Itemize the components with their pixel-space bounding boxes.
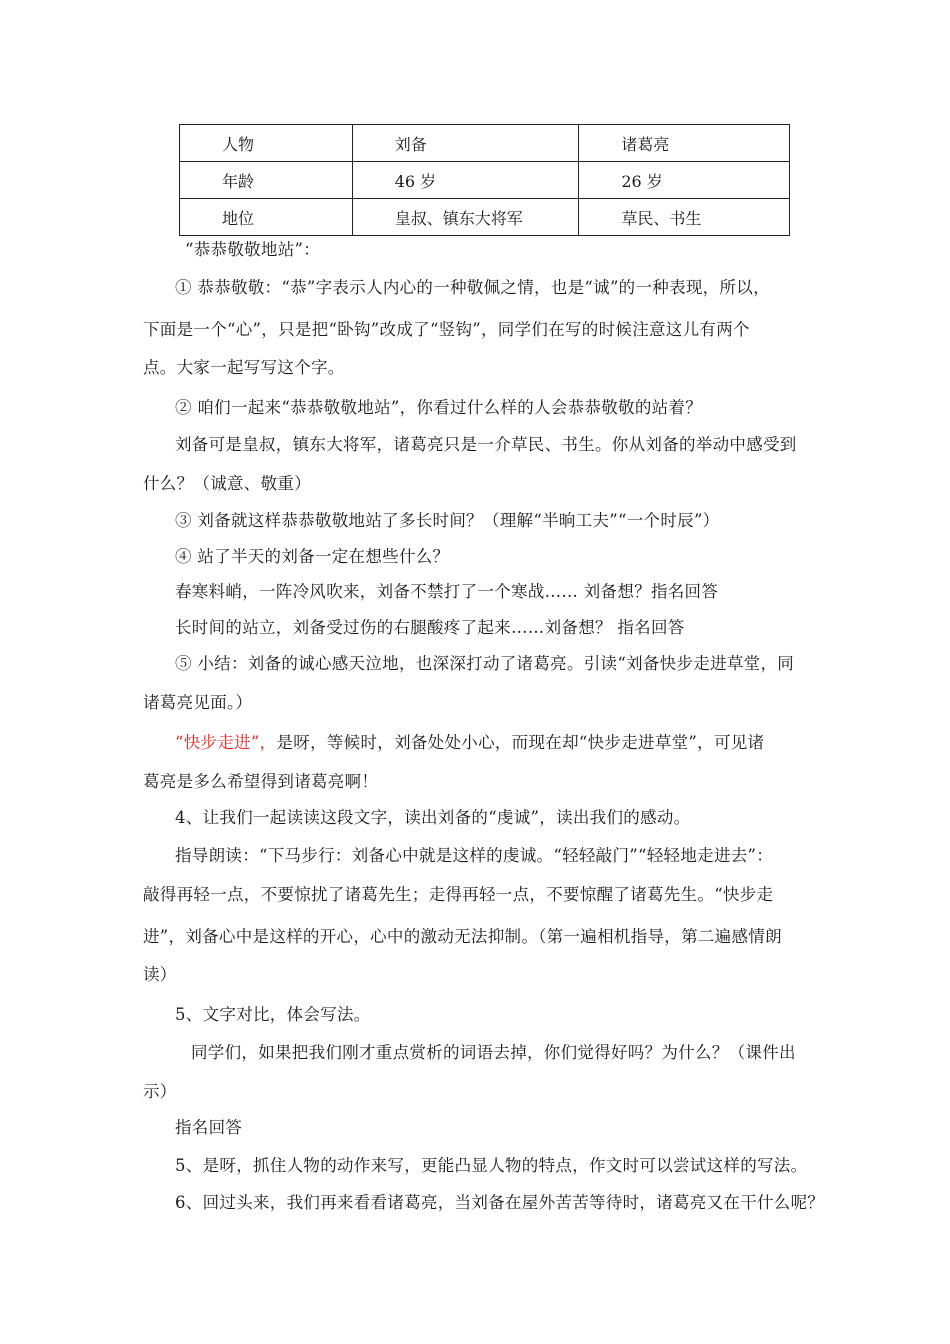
text-line: 5、是呀，抓住人物的动作来写，更能凸显人物的特点，作文时可以尝试这样的写法。: [175, 1156, 808, 1175]
text-line: 示）: [143, 1082, 177, 1101]
text-line: ④ 站了半天的刘备一定在想些什么？: [175, 547, 450, 566]
text-line: 同学们，如果把我们刚才重点赏析的词语去掉，你们觉得好吗？为什么？（课件出: [191, 1043, 796, 1062]
text-line: [175, 733, 764, 753]
table-cell: 草民、书生: [579, 199, 790, 236]
table-cell: 年龄: [180, 162, 353, 199]
table-cell: 刘备: [352, 125, 579, 162]
highlighted-phrase: “快步走进”，: [175, 733, 277, 752]
table-cell: 人物: [180, 125, 353, 162]
text-line: 葛亮是多么希望得到诸葛亮啊！: [143, 772, 379, 791]
text-line: ⑤ 小结：刘备的诚心感天泣地，也深深打动了诸葛亮。引读“刘备快步走进草堂，同: [175, 654, 795, 673]
table-row: [180, 199, 790, 236]
text-line: 下面是一个“心”，只是把“卧钩”改成了“竖钩”，同学们在写的时候注意这儿有两个: [143, 320, 750, 339]
text-line: 4、让我们一起读读这段文字，读出刘备的“虔诚”，读出我们的感动。: [175, 808, 691, 827]
text-line: 敲得再轻一点，不要惊扰了诸葛先生；走得再轻一点，不要惊醒了诸葛先生。“快步走: [143, 885, 774, 904]
comparison-table: [179, 124, 790, 236]
text-line: 刘备可是皇叔，镇东大将军，诸葛亮只是一介草民、书生。你从刘备的举动中感受到: [175, 435, 797, 454]
text-line: 春寒料峭，一阵冷风吹来，刘备不禁打了一个寒战…… 刘备想？指名回答: [175, 582, 719, 601]
text-span: 是呀，等候时，刘备处处小心，而现在却“快步走进草堂”，可见诸: [276, 733, 765, 752]
text-line: 指导朗读：“下马步行：刘备心中就是这样的虔诚。“轻轻敲门”“轻轻地走进去”：: [175, 846, 774, 865]
text-line: 诸葛亮见面。）: [143, 693, 253, 712]
text-line: ③ 刘备就这样恭恭敬敬地站了多长时间？（理解“半晌工夫”“一个时辰”）: [175, 511, 720, 530]
text-line: 5、文字对比，体会写法。: [175, 1005, 371, 1024]
table-cell: 皇叔、镇东大将军: [352, 199, 579, 236]
table-cell: 诸葛亮: [579, 125, 790, 162]
text-line: 进”，刘备心中是这样的开心，心中的激动无法抑制。（第一遍相机指导，第二遍感情朗: [143, 927, 782, 946]
table-cell: 地位: [180, 199, 353, 236]
text-line: 点。大家一起写写这个字。: [143, 358, 345, 377]
text-line: 长时间的站立，刘备受过伤的右腿酸疼了起来……刘备想？ 指名回答: [175, 618, 685, 637]
text-line: ① 恭恭敬敬：“恭”字表示人内心的一种敬佩之情，也是“诚”的一种表现，所以，: [175, 278, 770, 297]
text-line: “恭恭敬敬地站”：: [185, 240, 321, 259]
text-line: ② 咱们一起来“恭恭敬敬地站”，你看过什么样的人会恭恭敬敬的站着？: [175, 398, 703, 417]
text-line: 6、回过头来，我们再来看看诸葛亮，当刘备在屋外苦苦等待时，诸葛亮又在干什么呢？: [175, 1193, 825, 1212]
text-line: 什么？（诚意、敬重）: [143, 474, 311, 493]
table-row: [180, 162, 790, 199]
table-cell: 46 岁: [352, 162, 579, 199]
text-line: 指名回答: [175, 1118, 243, 1137]
text-line: 读）: [143, 965, 177, 984]
table-row: [180, 125, 790, 162]
table-cell: 26 岁: [579, 162, 790, 199]
